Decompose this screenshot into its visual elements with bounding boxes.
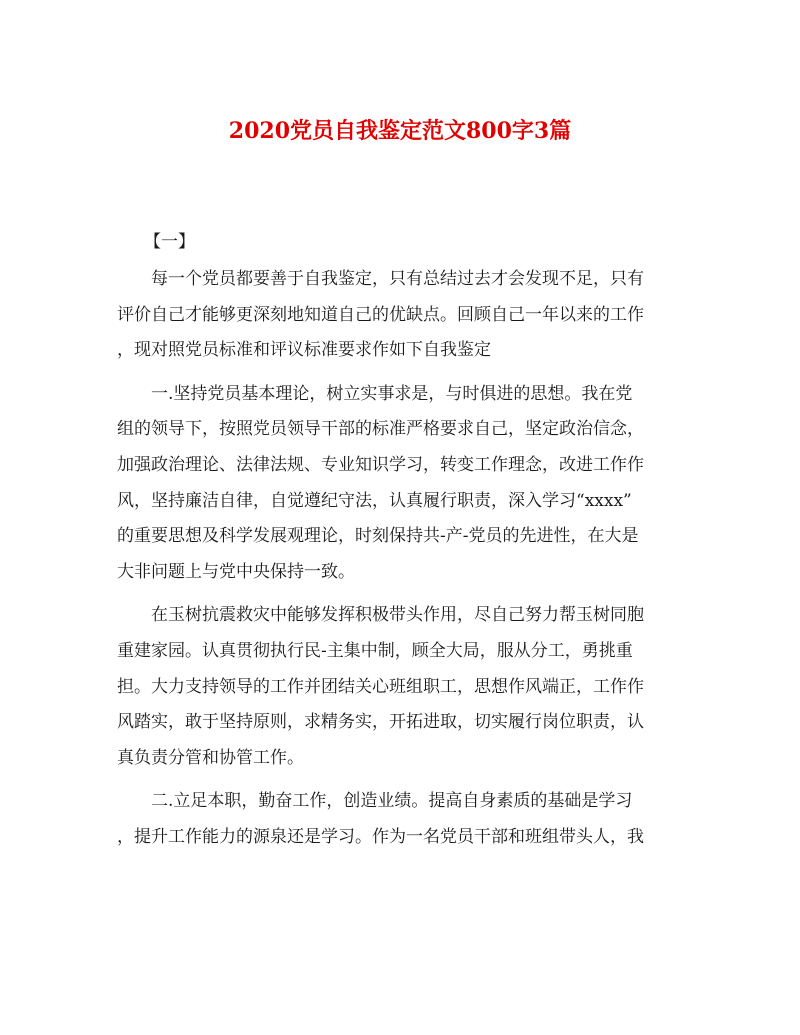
paragraph-2 xyxy=(117,377,687,591)
text-line: 一.坚持党员基本理论，树立实事求是，与时俱进的思想。我在党 xyxy=(117,383,633,404)
text-line: ，提升工作能力的源泉还是学习。作为一名党员干部和班组带头人，我 xyxy=(117,826,644,847)
text-line: 评价自己才能够更深刻地知道自己的优缺点。回顾自己一年以来的工作 xyxy=(117,304,644,325)
text-line: 二.立足本职，勤奋工作，创造业绩。提高自身素质的基础是学习 xyxy=(117,791,633,812)
text-line: 风踏实，敢于坚持原则，求精务实，开拓进取，切实履行岗位职责，认 xyxy=(117,712,644,733)
paragraph-3 xyxy=(117,598,687,776)
text-line: 担。大力支持领导的工作并团结关心班组职工，思想作风端正，工作作 xyxy=(117,676,644,697)
text-line: 在玉树抗震救灾中能够发挥积极带头作用，尽自己努力帮玉树同胞 xyxy=(117,605,644,626)
section-heading: 【一】 xyxy=(144,232,195,252)
paragraph-4 xyxy=(117,784,687,855)
paragraph-1 xyxy=(117,262,687,369)
text-line: 大非问题上与党中央保持一致。 xyxy=(117,561,355,582)
text-line: 加强政治理论、法律法规、专业知识学习，转变工作理念，改进工作作 xyxy=(117,454,644,475)
text-line: ，现对照党员标准和评议标准要求作如下自我鉴定 xyxy=(117,340,491,361)
text-line: 每一个党员都要善于自我鉴定，只有总结过去才会发现不足，只有 xyxy=(117,269,644,289)
document-title: 2020党员自我鉴定范文800字3篇 xyxy=(228,118,572,144)
text-line: 组的领导下，按照党员领导干部的标准严格要求自己，坚定政治信念， xyxy=(117,419,644,440)
text-line: 真负责分管和协管工作。 xyxy=(117,747,304,768)
text-line: 风，坚持廉洁自律，自觉遵纪守法，认真履行职责，深入学习“xxxx” xyxy=(117,490,632,511)
document-body xyxy=(117,262,687,856)
text-line: 重建家园。认真贯彻执行民-主集中制，顾全大局，服从分工，勇挑重 xyxy=(117,640,633,661)
text-line: 的重要思想及科学发展观理论，时刻保持共-产-党员的先进性，在大是 xyxy=(117,526,639,547)
